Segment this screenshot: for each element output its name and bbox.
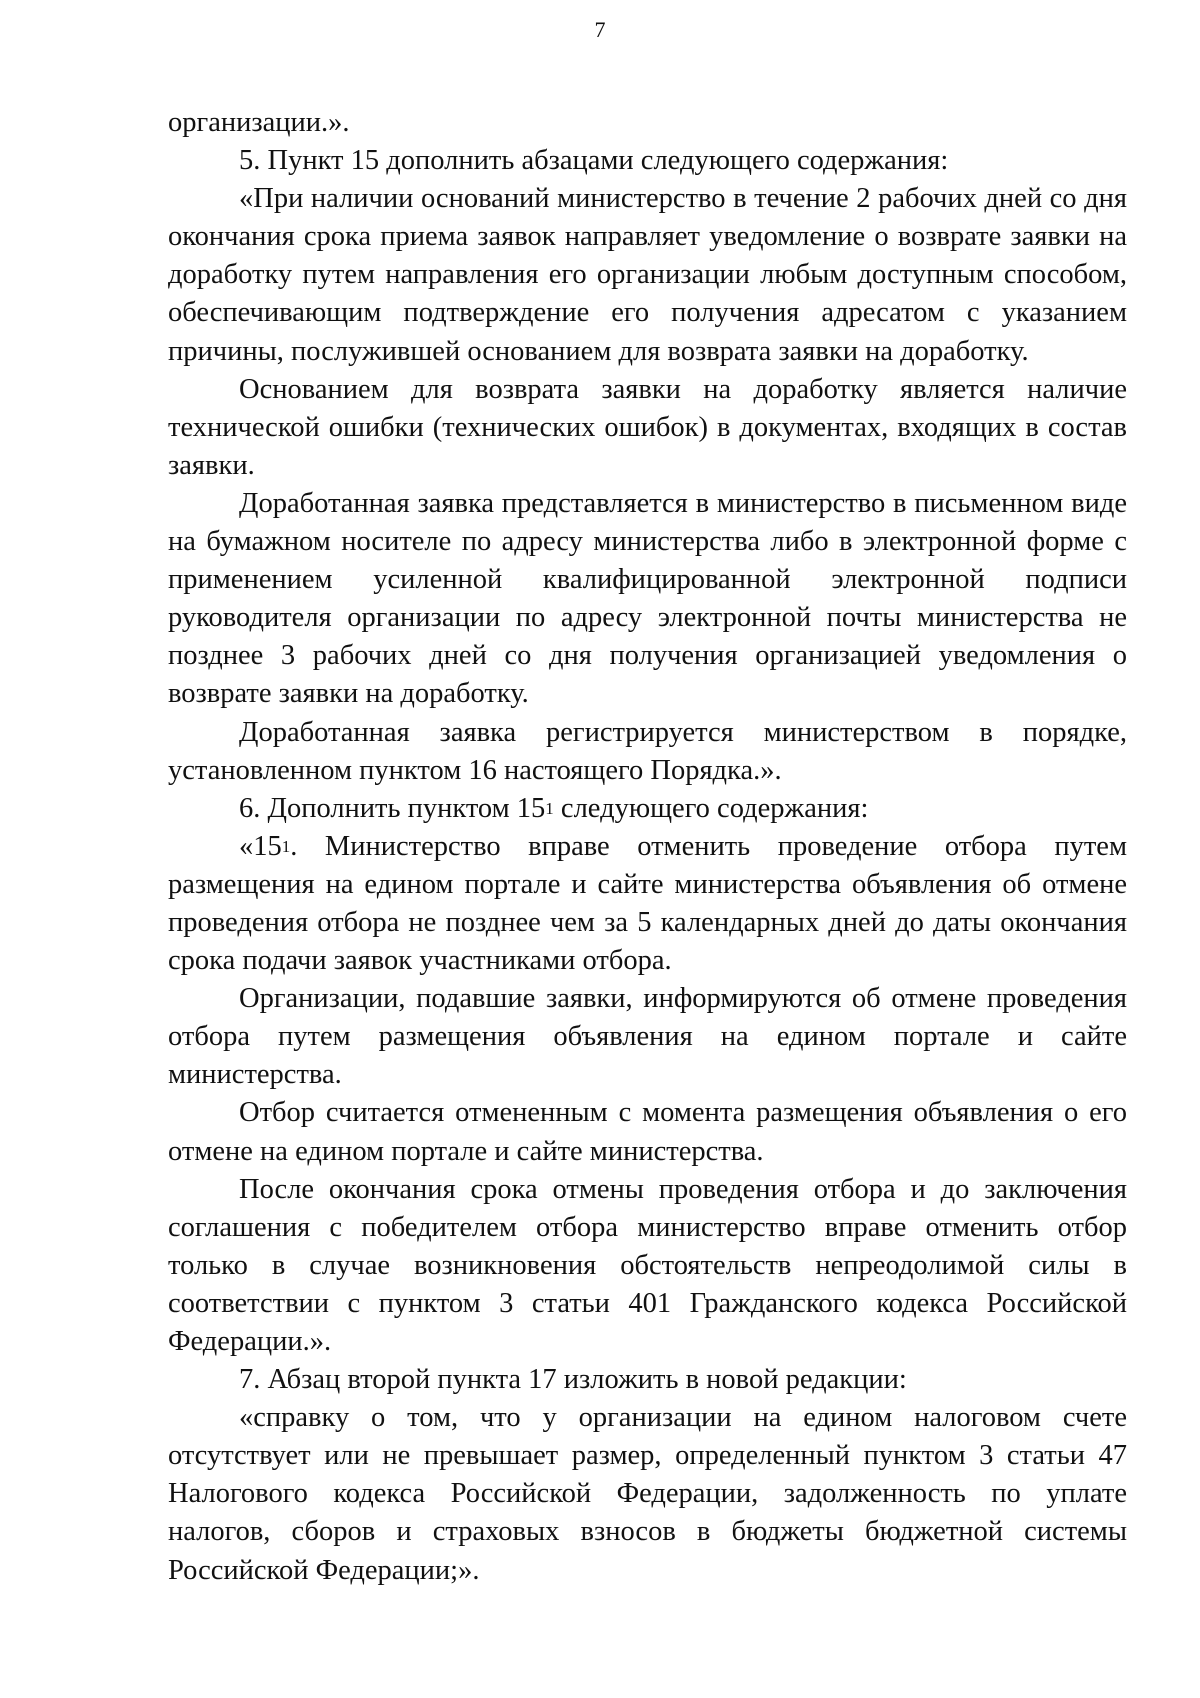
text-line: на бумажном носителе по адресу министерства либо в электронной форме с [168, 526, 1127, 558]
text-line: установленном пунктом 16 настоящего Порядка.». [168, 754, 782, 786]
text-line: После окончания срока отмены проведения отбора и до заключения [239, 1173, 1127, 1205]
text-line: Отбор считается отмененным с момента размещения объявления о его [239, 1097, 1127, 1129]
text-line: Федерации.». [168, 1326, 332, 1357]
text-line: организации.». [168, 107, 350, 138]
text-line: Налогового кодекса Российской Федерации, задолженность по уплате [168, 1478, 1127, 1510]
text-line: отбора путем размещения объявления на едином портале и сайте [168, 1021, 1127, 1053]
text-line: «При наличии оснований министерство в течение 2 рабочих дней со дня [239, 183, 1127, 215]
text-line: позднее 3 рабочих дней со дня получения организацией уведомления о [168, 640, 1127, 672]
text-line: применением усиленной квалифицированной электронной подписи [168, 564, 1127, 596]
text-line: только в случае возникновения обстоятельств непреодолимой силы в [168, 1249, 1127, 1281]
text-line: соответствии с пунктом 3 статьи 401 Гражданского кодекса Российской [168, 1287, 1127, 1319]
text-line: руководителя организации по адресу электронной почты министерства не [168, 602, 1127, 634]
text-line: 7. Абзац второй пункта 17 изложить в новой редакции: [239, 1364, 907, 1396]
page-number: 7 [594, 17, 606, 42]
text-line: доработку путем направления его организации любым доступным способом, [168, 259, 1127, 291]
text-line: срока подачи заявок участниками отбора. [168, 945, 672, 977]
text-line: проведения отбора не позднее чем за 5 календарных дней до даты окончания [168, 906, 1127, 938]
text-line: налогов, сборов и страховых взносов в бюджеты бюджетной системы [168, 1516, 1127, 1548]
text-line: заявки. [168, 449, 255, 481]
text-line: министерства. [168, 1059, 342, 1091]
text-line: технической ошибки (технических ошибок) в документах, входящих в состав [168, 411, 1127, 443]
text-line: 5. Пункт 15 дополнить абзацами следующего содержания: [239, 145, 949, 177]
text-line: обеспечивающим подтверждение его получения адресатом с указанием [168, 297, 1127, 329]
text-line: Доработанная заявка регистрируется министерством в порядке, [239, 716, 1127, 748]
text-line: «$15^1$. Министерство вправе отменить проведение отбора путем [239, 830, 1127, 862]
text-line: соглашения с победителем отбора министерство вправе отменить отбор [168, 1211, 1127, 1243]
text-line: Российской Федерации;». [168, 1554, 480, 1586]
text-line: возврате заявки на доработку. [168, 678, 529, 710]
document-body [168, 104, 1127, 1590]
text-line: отсутствует или не превышает размер, определенный пунктом 3 статьи 47 [168, 1440, 1127, 1472]
text-line: «справку о том, что у организации на едином налоговом счете [239, 1402, 1127, 1434]
text-line: 6. Дополнить пунктом $15^1$ следующего содержания: [239, 792, 869, 824]
text-line: окончания срока приема заявок направляет уведомление о возврате заявки на [168, 221, 1127, 253]
text-line: размещения на едином портале и сайте министерства объявления об отмене [168, 868, 1127, 900]
text-line: Организации, подавшие заявки, информируются об отмене проведения [239, 983, 1127, 1015]
text-line: Доработанная заявка представляется в министерство в письменном виде [239, 487, 1127, 519]
text-line: отмене на едином портале и сайте министерства. [168, 1135, 764, 1167]
text-line: Основанием для возврата заявки на доработку является наличие [239, 373, 1127, 405]
text-line: причины, послужившей основанием для возврата заявки на доработку. [168, 335, 1029, 367]
